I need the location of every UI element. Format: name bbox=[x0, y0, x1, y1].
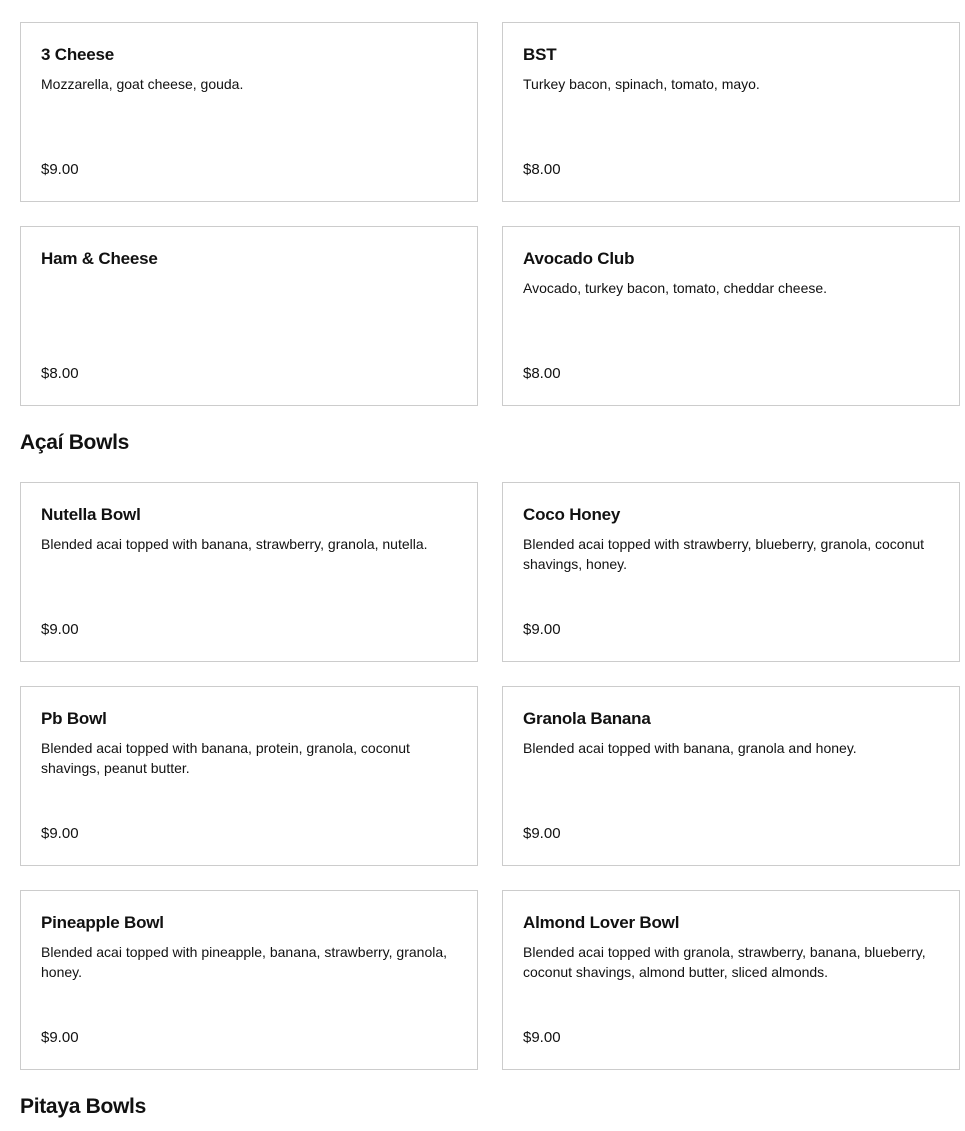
menu-item-description: Blended acai topped with banana, granola and honey. bbox=[523, 740, 857, 756]
menu-item-price: $9.00 bbox=[523, 621, 561, 638]
menu-grid-acai-bowls bbox=[20, 482, 960, 1070]
menu-item-card[interactable] bbox=[20, 890, 478, 1070]
menu-item-card[interactable] bbox=[20, 22, 478, 202]
menu-item-description: Mozzarella, goat cheese, gouda. bbox=[41, 76, 244, 92]
menu-item-price: $9.00 bbox=[41, 1029, 79, 1046]
menu-grid-sandwiches bbox=[20, 22, 960, 406]
menu-item-price: $8.00 bbox=[523, 161, 561, 178]
menu-item-card[interactable] bbox=[502, 686, 960, 866]
menu-item-price: $8.00 bbox=[523, 365, 561, 382]
menu-item-card[interactable] bbox=[502, 890, 960, 1070]
menu-item-name: BST bbox=[523, 45, 557, 64]
menu-item-description: Blended acai topped with strawberry, blueberry, granola, coconut shavings, honey. bbox=[523, 536, 925, 572]
menu-item-price: $9.00 bbox=[41, 161, 79, 178]
menu-item-name: Granola Banana bbox=[523, 709, 651, 728]
menu-item-description: Avocado, turkey bacon, tomato, cheddar cheese. bbox=[523, 280, 828, 296]
menu-item-price: $9.00 bbox=[41, 621, 79, 638]
menu-item-card[interactable] bbox=[502, 482, 960, 662]
menu-item-name: Nutella Bowl bbox=[41, 505, 141, 524]
menu-item-description: Turkey bacon, spinach, tomato, mayo. bbox=[523, 76, 760, 92]
menu-item-name: Ham & Cheese bbox=[41, 249, 158, 268]
menu-item-name: Avocado Club bbox=[523, 249, 635, 268]
menu-item-price: $8.00 bbox=[41, 365, 79, 382]
menu-item-card[interactable] bbox=[502, 226, 960, 406]
menu-item-card[interactable] bbox=[20, 226, 478, 406]
menu-item-name: 3 Cheese bbox=[41, 45, 115, 64]
menu-item-card[interactable] bbox=[502, 22, 960, 202]
menu-item-card[interactable] bbox=[20, 482, 478, 662]
menu-item-name: Coco Honey bbox=[523, 505, 621, 524]
menu-item-name: Pineapple Bowl bbox=[41, 913, 164, 932]
menu-item-name: Pb Bowl bbox=[41, 709, 107, 728]
menu-item-price: $9.00 bbox=[523, 825, 561, 842]
menu-item-description: Blended acai topped with banana, protein, granola, coconut shavings, peanut butter. bbox=[41, 740, 410, 776]
menu-item-description: Blended acai topped with banana, strawberry, granola, nutella. bbox=[41, 536, 428, 552]
menu-item-description: Blended acai topped with pineapple, banana, strawberry, granola, honey. bbox=[41, 944, 448, 980]
section-title-acai-bowls: Açaí Bowls bbox=[20, 431, 130, 454]
menu-item-description: Blended acai topped with granola, strawberry, banana, blueberry, coconut shavings, almond butter, sliced almonds. bbox=[523, 944, 926, 980]
menu-item-price: $9.00 bbox=[523, 1029, 561, 1046]
section-title-pitaya-bowls: Pitaya Bowls bbox=[20, 1095, 146, 1118]
menu-item-price: $9.00 bbox=[41, 825, 79, 842]
menu-item-name: Almond Lover Bowl bbox=[523, 913, 680, 932]
menu-item-card[interactable] bbox=[20, 686, 478, 866]
